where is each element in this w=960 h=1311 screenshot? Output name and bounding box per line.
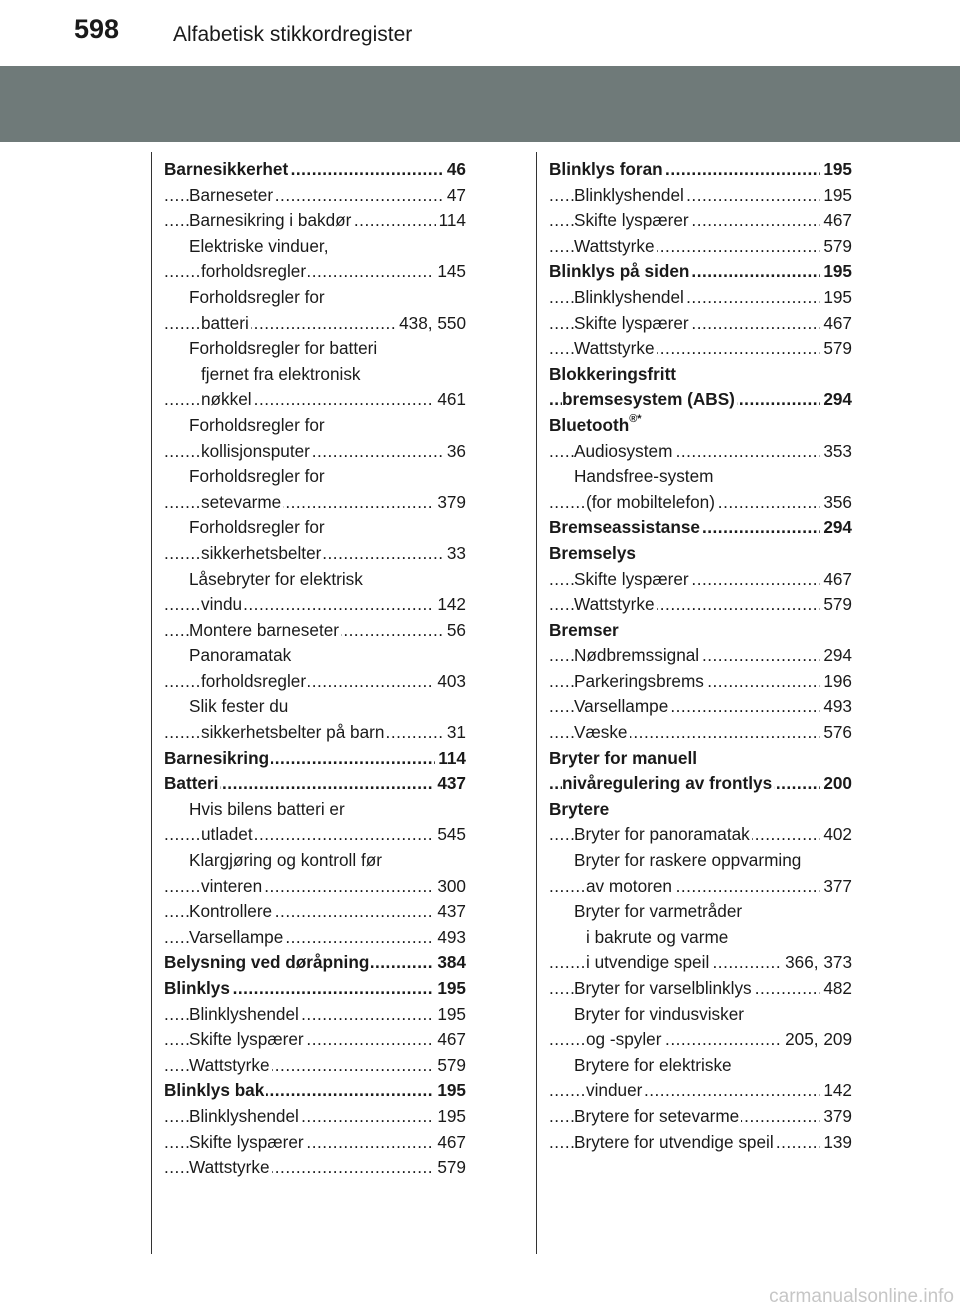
page-reference: 195 (434, 1002, 466, 1028)
index-subentry (164, 1027, 466, 1053)
index-term: Bremselys (549, 542, 636, 563)
index-subentry (164, 208, 466, 234)
page-reference: 195 (820, 285, 852, 311)
index-term: Montere barneseter (189, 619, 339, 640)
page-reference: 294 (820, 643, 852, 669)
index-term: Varsellampe (189, 926, 284, 947)
index-term: Blinklyshendel (189, 1105, 299, 1126)
page-reference: 195 (820, 183, 852, 209)
page-number: 598 (74, 14, 120, 44)
index-subentry (549, 285, 852, 311)
index-term: Bluetooth®* (549, 413, 642, 435)
index-subentry (164, 1155, 466, 1181)
index-subentry (164, 464, 466, 490)
index-entry (549, 797, 852, 823)
index-entry (549, 618, 852, 644)
index-subentry (164, 336, 466, 362)
index-term: Brytere for setevarme (574, 1105, 740, 1126)
index-subentry (164, 797, 466, 823)
index-term: Blokkeringsfritt (549, 363, 677, 384)
page-reference: 467 (434, 1027, 466, 1053)
index-term: Panoramatak (189, 645, 292, 666)
index-subentry (549, 848, 852, 874)
page-reference: 467 (434, 1130, 466, 1156)
index-term: forholdsregler (201, 261, 307, 282)
index-subentry (164, 234, 466, 260)
index-term: Barneseter (189, 184, 274, 205)
index-term: bremsesystem (ABS) (562, 389, 735, 410)
index-term: sikkerhetsbelter (201, 542, 322, 563)
index-entry (164, 157, 466, 183)
index-entry (549, 541, 852, 567)
index-term: fjernet fra elektronisk (201, 363, 361, 384)
page-reference: 403 (434, 669, 466, 695)
index-subentry (164, 1104, 466, 1130)
page-reference: 145 (434, 259, 466, 285)
index-subentry (549, 311, 852, 337)
index-term: Kontrollere (189, 901, 273, 922)
index-subentry (164, 515, 466, 541)
index-entry (549, 771, 852, 797)
page-reference: 195 (434, 976, 466, 1002)
page-reference: 47 (444, 183, 466, 209)
index-subentry (549, 490, 852, 516)
index-subentry (164, 899, 466, 925)
index-term: Blinklys foran (549, 159, 663, 179)
index-subentry (549, 1002, 852, 1028)
page-reference: 205, 209 (782, 1027, 852, 1053)
index-term: utladet (201, 824, 253, 845)
index-term: Barnesikring i bakdør (189, 210, 352, 231)
page-reference: 294 (820, 515, 852, 541)
page-title: Alfabetisk stikkordregister (173, 23, 413, 46)
index-entry (549, 259, 852, 285)
index-term: Skifte lyspærer (189, 1029, 304, 1050)
index-term: (for mobiltelefon) (586, 491, 715, 512)
page-reference: 142 (434, 592, 466, 618)
index-subentry (164, 1002, 466, 1028)
index-subentry (164, 285, 466, 311)
index-term: vindu (201, 594, 243, 615)
index-term: Wattstyrke (189, 1054, 270, 1075)
page-reference: 195 (434, 1078, 466, 1104)
index-subentry (549, 1130, 852, 1156)
index-subentry (164, 387, 466, 413)
index-subentry (164, 490, 466, 516)
page-reference: 366, 373 (782, 950, 852, 976)
page-reference: 356 (820, 490, 852, 516)
index-term: Blinklyshendel (574, 184, 684, 205)
index-subentry (549, 464, 852, 490)
index-subentry (164, 439, 466, 465)
index-term: Låsebryter for elektrisk (189, 568, 363, 589)
index-term: Blinklys bak (164, 1080, 265, 1101)
index-term: Skifte lyspærer (574, 210, 689, 231)
page-reference: 300 (434, 874, 466, 900)
index-term: Blinklyshendel (574, 286, 684, 307)
page-reference: 31 (444, 720, 466, 746)
index-subentry (164, 183, 466, 209)
index-term: Parkeringsbrems (574, 670, 704, 691)
page-reference: 377 (820, 874, 852, 900)
index-subentry (164, 541, 466, 567)
page-reference: 294 (820, 387, 852, 413)
index-term: forholdsregler (201, 670, 307, 691)
page-reference: 493 (820, 694, 852, 720)
page-reference: 196 (820, 669, 852, 695)
page-reference: 379 (434, 490, 466, 516)
header-band (0, 66, 960, 142)
index-term: Bryter for raskere oppvarming (574, 850, 802, 871)
page-reference: 56 (444, 618, 466, 644)
registered-mark: ®* (629, 413, 642, 426)
right-column-rule (536, 152, 537, 1254)
index-term: Skifte lyspærer (574, 312, 689, 333)
page-reference: 384 (434, 950, 466, 976)
index-term: Hvis bilens batteri er (189, 798, 345, 819)
index-entry (549, 362, 852, 388)
page-reference: 46 (444, 157, 466, 183)
index-term: Elektriske vinduer, (189, 235, 329, 256)
index-entry (549, 515, 852, 541)
page-reference: 402 (820, 822, 852, 848)
index-subentry (549, 567, 852, 593)
index-subentry (164, 259, 466, 285)
index-term: Belysning ved døråpning (164, 952, 370, 973)
index-subentry (164, 848, 466, 874)
index-subentry (549, 874, 852, 900)
page-reference: 467 (820, 567, 852, 593)
page-reference: 33 (444, 541, 466, 567)
page-reference: 579 (434, 1155, 466, 1181)
index-term: Bremser (549, 619, 619, 640)
watermark: carmanualsonline.info (769, 1286, 954, 1307)
page-reference: 114 (436, 208, 466, 234)
index-subentry (549, 439, 852, 465)
index-entry (549, 157, 852, 183)
index-subentry (549, 822, 852, 848)
page-reference: 114 (435, 746, 466, 772)
index-entry (164, 1078, 466, 1104)
index-subentry (164, 669, 466, 695)
index-term: Bryter for varmetråder (574, 901, 743, 922)
page-reference: 579 (820, 336, 852, 362)
index-term: Handsfree-system (574, 466, 714, 487)
index-subentry (549, 208, 852, 234)
index-term: Bryter for panoramatak (574, 824, 750, 845)
index-term: Bryter for manuell (549, 747, 698, 768)
page-reference: 195 (820, 259, 852, 285)
index-column-left (164, 157, 466, 1181)
index-term: Slik fester du (189, 696, 289, 717)
index-term: setevarme (201, 491, 282, 512)
page-reference: 200 (820, 771, 852, 797)
index-subentry (164, 925, 466, 951)
index-term: i bakrute og varme (586, 926, 729, 947)
index-term: Skifte lyspærer (574, 568, 689, 589)
index-subentry (549, 899, 852, 925)
index-term: kollisjonsputer (201, 440, 310, 461)
index-subentry (164, 362, 466, 388)
page-reference: 437 (434, 771, 466, 797)
index-entry (164, 976, 466, 1002)
index-subentry (549, 336, 852, 362)
index-subentry (549, 925, 852, 951)
index-subentry (164, 643, 466, 669)
index-term: Blinklyshendel (189, 1003, 299, 1024)
index-subentry (164, 311, 466, 337)
index-subentry (164, 1130, 466, 1156)
index-term: Væske (574, 722, 628, 743)
index-term: og -spyler (586, 1029, 662, 1050)
index-subentry (549, 976, 852, 1002)
index-entry (164, 950, 466, 976)
index-term: Brytere for elektriske (574, 1054, 732, 1075)
index-subentry (549, 592, 852, 618)
page-reference: 353 (820, 439, 852, 465)
page-reference: 467 (820, 311, 852, 337)
page-reference: 379 (820, 1104, 852, 1130)
index-subentry (164, 822, 466, 848)
index-term: Forholdsregler for batteri (189, 338, 378, 359)
index-subentry (164, 592, 466, 618)
page-reference: 461 (434, 387, 466, 413)
page-reference: 438, 550 (396, 311, 466, 337)
page-reference: 576 (820, 720, 852, 746)
index-subentry (549, 950, 852, 976)
index-term: Bryter for vindusvisker (574, 1003, 745, 1024)
page-reference: 437 (434, 899, 466, 925)
page-reference: 482 (820, 976, 852, 1002)
index-term: nivåregulering av frontlys (562, 773, 773, 794)
index-term: nøkkel (201, 389, 252, 410)
page-reference: 579 (820, 592, 852, 618)
page-reference: 579 (820, 234, 852, 260)
index-term: av motoren (586, 875, 672, 896)
index-term: Blinklys (164, 978, 230, 998)
index-term: Bremseassistanse (549, 517, 700, 538)
index-subentry (164, 567, 466, 593)
index-subentry (549, 234, 852, 260)
page-reference: 139 (820, 1130, 852, 1156)
index-subentry (549, 1027, 852, 1053)
index-entry (549, 746, 852, 772)
left-column-rule (151, 152, 152, 1254)
index-term: Brytere for utvendige speil (574, 1131, 774, 1152)
index-term: Barnesikkerhet (164, 159, 289, 179)
index-term: Brytere (549, 798, 610, 819)
page-header (0, 0, 960, 64)
index-term: Nødbremssignal (574, 645, 700, 666)
index-term: batteri (201, 312, 249, 333)
index-subentry (164, 720, 466, 746)
index-term: Klargjøring og kontroll før (189, 850, 382, 871)
page-reference: 545 (434, 822, 466, 848)
index-term: Barnesikring (164, 747, 270, 768)
index-subentry (164, 874, 466, 900)
index-column-right (549, 157, 852, 1155)
index-term: Blinklys på siden (549, 261, 690, 282)
index-term: Wattstyrke (574, 338, 655, 359)
index-subentry (549, 694, 852, 720)
index-subentry (164, 618, 466, 644)
index-subentry (549, 669, 852, 695)
index-term: Forholdsregler for (189, 517, 325, 538)
index-subentry (549, 1078, 852, 1104)
page-reference: 36 (444, 439, 466, 465)
index-term: Wattstyrke (574, 235, 655, 256)
index-subentry (164, 694, 466, 720)
index-term: Wattstyrke (189, 1157, 270, 1178)
index-term: Batteri (164, 773, 219, 794)
index-term: Varsellampe (574, 696, 669, 717)
index-entry (549, 387, 852, 413)
page-reference: 493 (434, 925, 466, 951)
index-subentry (164, 413, 466, 439)
index-term: Forholdsregler for (189, 466, 325, 487)
index-subentry (549, 720, 852, 746)
index-term: Wattstyrke (574, 594, 655, 615)
index-term: Forholdsregler for (189, 286, 325, 307)
index-entry (164, 746, 466, 772)
index-entry (549, 413, 852, 439)
index-term: vinteren (201, 875, 263, 896)
page-reference: 467 (820, 208, 852, 234)
index-term: Skifte lyspærer (189, 1131, 304, 1152)
index-entry (164, 771, 466, 797)
index-term: i utvendige speil (586, 952, 710, 973)
page-reference: 142 (820, 1078, 852, 1104)
page-reference: 579 (434, 1053, 466, 1079)
index-subentry (164, 1053, 466, 1079)
index-term: vinduer (586, 1080, 643, 1101)
index-term: sikkerhetsbelter på barn (201, 722, 385, 743)
index-subentry (549, 1104, 852, 1130)
index-term: Bryter for varselblinklys (574, 978, 752, 998)
index-subentry (549, 643, 852, 669)
index-subentry (549, 1053, 852, 1079)
index-subentry (549, 183, 852, 209)
page-reference: 195 (434, 1104, 466, 1130)
index-term: Audiosystem (574, 440, 673, 461)
page-reference: 195 (820, 157, 852, 183)
index-term: Forholdsregler for (189, 414, 325, 435)
